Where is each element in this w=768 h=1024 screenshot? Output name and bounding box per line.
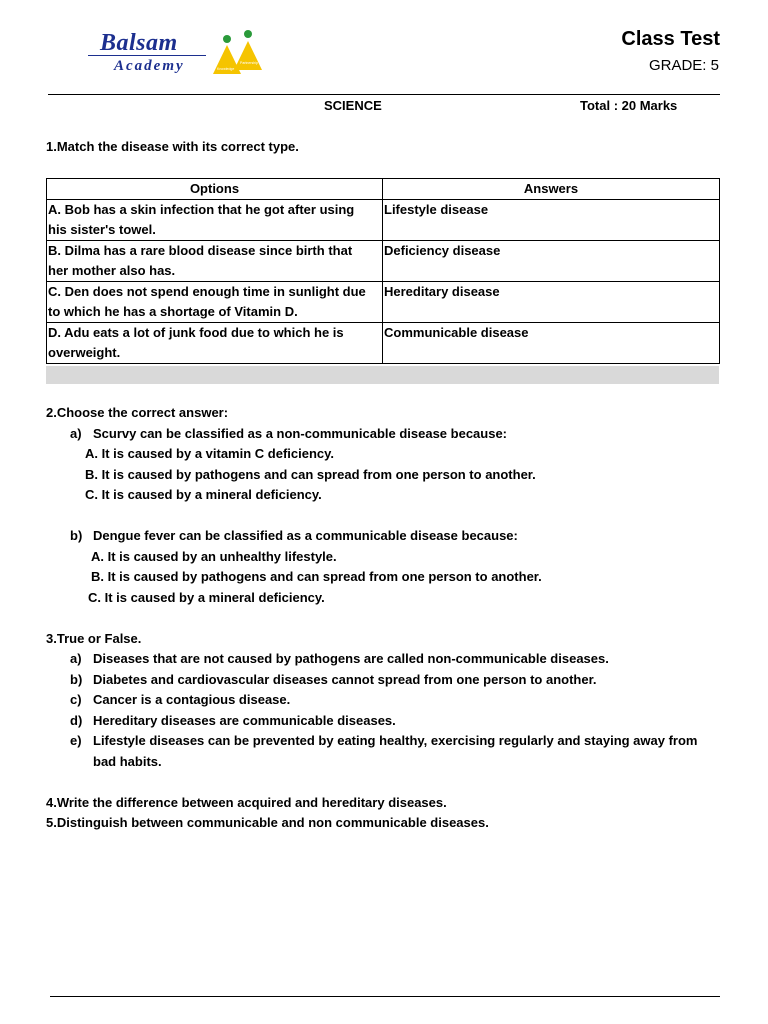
option-cell bbox=[47, 323, 383, 364]
q2b-option-a: A. It is caused by an unhealthy lifestyle. bbox=[91, 549, 337, 564]
table-row bbox=[47, 241, 720, 282]
logo-underline bbox=[88, 55, 206, 56]
q4-prompt: 4.Write the difference between acquired and hereditary diseases. bbox=[46, 795, 447, 810]
q3c-text: Cancer is a contagious disease. bbox=[93, 692, 291, 707]
q2a-option-a: A. It is caused by a vitamin C deficiency. bbox=[85, 446, 335, 461]
logo bbox=[86, 30, 276, 80]
option-line: A. Bob has a skin infection that he got after using bbox=[48, 202, 355, 217]
option-cell bbox=[47, 282, 383, 323]
total-marks: Total : 20 Marks bbox=[580, 98, 678, 113]
q2b-option-b: B. It is caused by pathogens and can spread from one person to another. bbox=[91, 569, 542, 584]
q2-prompt: 2.Choose the correct answer: bbox=[46, 405, 229, 420]
q3e-label: e) bbox=[70, 733, 82, 748]
q2a-option-b: B. It is caused by pathogens and can spread from one person to another. bbox=[85, 467, 536, 482]
table-shaded-band bbox=[46, 366, 719, 384]
q5-prompt: 5.Distinguish between communicable and non communicable diseases. bbox=[46, 815, 489, 830]
col-options-header: Options bbox=[47, 179, 383, 200]
option-cell bbox=[47, 200, 383, 241]
col-answers-header: Answers bbox=[383, 179, 720, 200]
logo-tri-left-text: Knowledge bbox=[217, 67, 235, 71]
q3a-label: a) bbox=[70, 651, 82, 666]
logo-text-balsam: Balsam bbox=[100, 30, 178, 56]
option-line: overweight. bbox=[48, 345, 121, 360]
logo-tri-right-text: Partnership bbox=[240, 61, 258, 65]
q3b-label: b) bbox=[70, 672, 83, 687]
page-title: Class Test bbox=[621, 28, 720, 50]
option-line: her mother also has. bbox=[48, 263, 176, 278]
q3e-text: Lifestyle diseases can be prevented by eating healthy, exercising regularly and staying away from bbox=[93, 733, 698, 748]
logo-text-academy: Academy bbox=[114, 58, 185, 74]
answer-cell: Lifestyle disease bbox=[383, 200, 720, 241]
q3d-text: Hereditary diseases are communicable diseases. bbox=[93, 713, 396, 728]
q3a-text: Diseases that are not caused by pathogens are called non-communicable diseases. bbox=[93, 651, 609, 666]
table-header-row bbox=[47, 179, 720, 200]
q3c-label: c) bbox=[70, 692, 82, 707]
option-line: his sister's towel. bbox=[48, 222, 156, 237]
answer-cell: Hereditary disease bbox=[383, 282, 720, 323]
table-row bbox=[47, 282, 720, 323]
header-rule bbox=[48, 94, 720, 95]
q3b-text: Diabetes and cardiovascular diseases cannot spread from one person to another. bbox=[93, 672, 597, 687]
grade-label: GRADE: 5 bbox=[648, 57, 719, 74]
logo-triangles-icon bbox=[210, 30, 266, 76]
q3d-label: d) bbox=[70, 713, 83, 728]
table-row bbox=[47, 323, 720, 364]
q2a-option-c: C. It is caused by a mineral deficiency. bbox=[85, 487, 322, 502]
answer-cell: Deficiency disease bbox=[383, 241, 720, 282]
q1-prompt: 1.Match the disease with its correct type. bbox=[46, 139, 299, 154]
q3e-continuation: bad habits. bbox=[93, 754, 162, 769]
subject-label: SCIENCE bbox=[324, 98, 382, 113]
q2a-text: Scurvy can be classified as a non-communicable disease because: bbox=[93, 426, 508, 441]
match-table bbox=[46, 178, 720, 364]
option-line: B. Dilma has a rare blood disease since birth that bbox=[48, 243, 353, 258]
q2a-label: a) bbox=[70, 426, 82, 441]
table-row bbox=[47, 200, 720, 241]
footer-rule bbox=[50, 996, 720, 997]
q2b-option-c: C. It is caused by a mineral deficiency. bbox=[88, 590, 325, 605]
q2b-text: Dengue fever can be classified as a communicable disease because: bbox=[93, 528, 518, 543]
option-line: to which he has a shortage of Vitamin D. bbox=[48, 304, 298, 319]
answer-cell: Communicable disease bbox=[383, 323, 720, 364]
option-line: C. Den does not spend enough time in sunlight due bbox=[48, 284, 366, 299]
option-line: D. Adu eats a lot of junk food due to which he is bbox=[48, 325, 344, 340]
option-cell bbox=[47, 241, 383, 282]
q2b-label: b) bbox=[70, 528, 83, 543]
q3-prompt: 3.True or False. bbox=[46, 631, 142, 646]
